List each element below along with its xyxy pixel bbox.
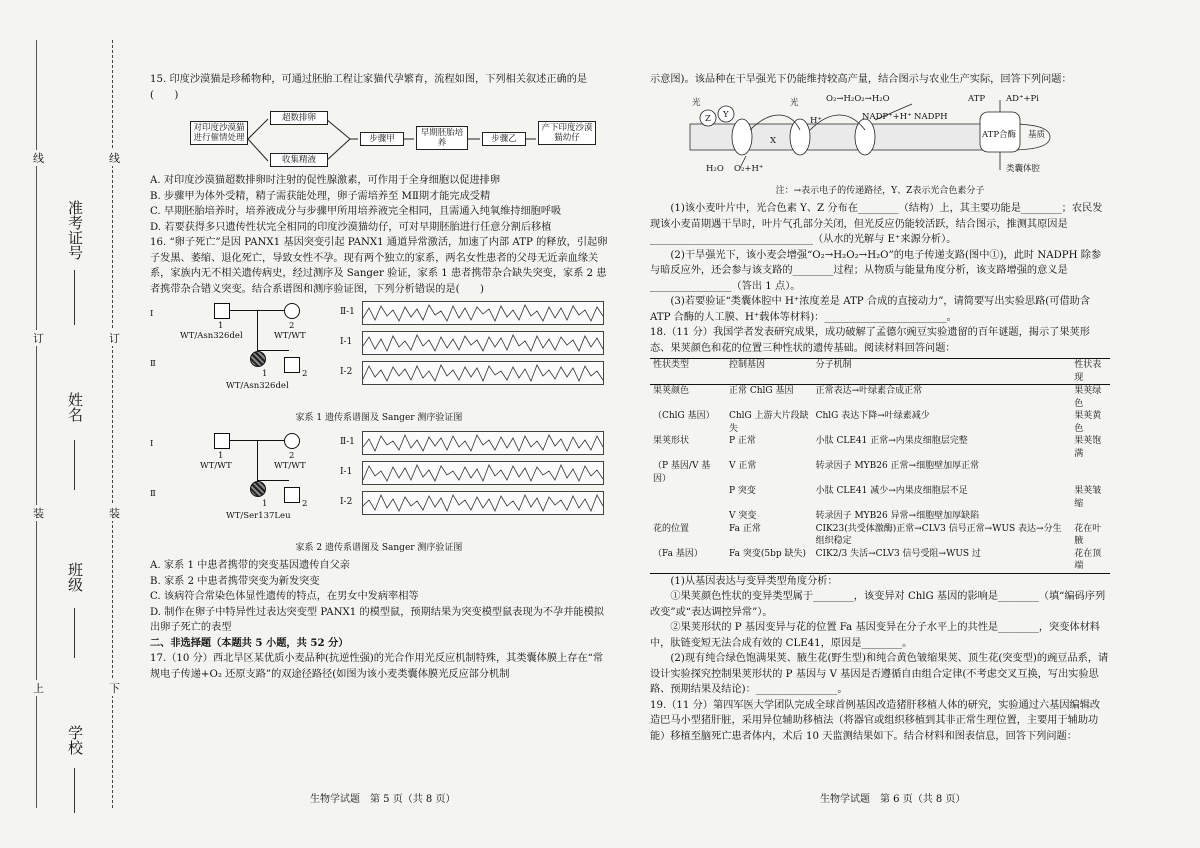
hplus-label: H⁺ [810, 115, 822, 126]
light-label-1: 光 [692, 97, 701, 108]
ped2-i2-genotype: WT/WT [274, 460, 306, 471]
table-cell: Fa 突变(5bp 缺失) [729, 548, 806, 559]
zhunkaozheng-label: 准考证号 [66, 200, 84, 260]
ped2-caption: 家系 2 遗传系谱图及 Sanger 测序验证图 [295, 542, 463, 553]
ped2-i1-genotype: WT/WT [200, 460, 232, 471]
banji-blank[interactable] [74, 608, 75, 658]
q18-stem: 18.（11 分）我国学者发表研究成果，成功破解了孟德尔豌豆实验遗留的百年谜题，揭示了果荚形态、果荚颜色和花的位置三种性状的遗传基础。阅读材料回答问题： [650, 327, 1090, 354]
pigment-y: Y [723, 109, 729, 120]
q15-option-d: D. 若要获得多只遗传性状完全相同的印度沙漠猫幼仔，可对早期胚胎进行任意分割后移植 [150, 221, 552, 233]
margin-shang: 上 [33, 682, 44, 695]
page-5-footer: 生物学试题 第 5 页（共 8 页） [310, 794, 456, 805]
ped1-sibship-line [257, 350, 289, 351]
table-header-row [650, 359, 1110, 385]
ped1-seq-label-1: Ⅱ-1 [340, 307, 355, 317]
ped2-ii1-num: 1 [262, 498, 268, 509]
ped1-caption: 家系 1 遗传系谱图及 Sanger 测序验证图 [295, 413, 463, 423]
ped2-ii2-num: 2 [302, 498, 308, 509]
table-cell: 果荚颜色 [653, 386, 690, 396]
h2o-label: H₂O [706, 163, 724, 174]
q18-part-1a: ①果荚颜色性状的变异类型属于________，该变异对 ChlG 基因的影响是________（填“编码序列改变”或“表达调控异常”）。 [650, 591, 1106, 618]
table-header: 控制基因 [729, 360, 766, 370]
ped1-ii1-affected-female [250, 351, 266, 367]
ped1-gen1: Ⅰ [150, 309, 154, 319]
section-2-heading: 二、非选择题（本题共 5 小题，共 52 分） [150, 636, 349, 649]
q17-stem: 17.（10 分）西北旱区某优质小麦品种(抗逆性强)的光合作用光反应机制特殊，其类囊体膜上存在“常规电子传递+O₂ 还原支路”的双途径路径(如图为该小麦类囊体膜光反应部分机制 [150, 653, 604, 680]
diagram-note: 注：→表示电子的传递路径，Y、Z表示光合色素分子 [775, 185, 985, 196]
margin-ding-left: 订 [33, 332, 44, 345]
table-cell: （P 基因/V 基因） [653, 461, 711, 484]
pigment-x: X [770, 135, 777, 146]
adp-label: AD⁺+Pi [1006, 93, 1039, 104]
table-row [650, 510, 1110, 523]
thylakoid-diagram [650, 90, 1110, 182]
table-row [650, 460, 1110, 485]
table-row [650, 385, 1110, 411]
flow-box-kittens: 产下印度沙漠猫幼仔 [538, 121, 596, 145]
flow-box-semen: 收集精液 [270, 153, 328, 167]
q15-flowchart [190, 109, 608, 169]
ped1-sanger-trace-3 [362, 361, 604, 385]
atp-label: ATP [968, 93, 986, 104]
ped1-i2-female [284, 303, 300, 319]
table-cell: 果荚皱缩 [1074, 486, 1102, 509]
ped2-ii1-affected-female [250, 481, 266, 497]
margin-xia: 下 [109, 682, 120, 695]
table-cell [650, 510, 726, 523]
table-cell: 果荚黄色 [1074, 411, 1102, 434]
ped2-seq-label-3: Ⅰ-2 [340, 496, 353, 507]
ped2-sanger-trace-2 [362, 461, 604, 485]
xingming-blank[interactable] [74, 440, 75, 490]
ped2-ii1-genotype: WT/Ser137Leu [226, 510, 291, 521]
ped1-sanger-trace-1 [362, 301, 604, 325]
light-label-2: 光 [790, 97, 799, 108]
q16-option-a: A. 家系 1 中患者携带的突变基因遗传自父亲 [150, 560, 350, 571]
pedigree-family-2 [150, 429, 608, 539]
table-cell: 小肽 CLE41 正常→内果皮细胞层完整 [815, 436, 968, 446]
table-cell: CIK2/3 失活→CLV3 信号受阻→WUS 过 [815, 548, 981, 559]
table-cell: ChlG 表达下降→叶绿素减少 [815, 411, 930, 421]
q16-option-c: C. 该病符合常染色体显性遗传的特点，在男女中发病率相等 [150, 591, 419, 602]
q17-part-3: (3)若要验证“类囊体腔中 H⁺浓度差是 ATP 合成的直接动力”，请简要写出实验思路(可借助含 ATP 合酶的人工膜、H⁺载体等材料)：________________________。 [650, 296, 1091, 323]
table-row [650, 548, 1110, 574]
banji-label: 班级 [66, 562, 84, 592]
table-cell: 果荚饱满 [1074, 436, 1102, 459]
ped1-seq-label-3: Ⅰ-2 [340, 367, 353, 377]
table-cell: 花的位置 [653, 523, 690, 534]
nadp-label: NADP⁺+H⁺ [862, 111, 912, 122]
table-row [650, 435, 1110, 460]
ped2-i1-num: 1 [218, 450, 224, 461]
table-cell: 果荚形状 [653, 436, 690, 446]
table-cell: 花在叶腋 [1074, 523, 1102, 546]
nadph-label: NADPH [914, 111, 948, 122]
q17-continued: 示意图)。该品种在干旱强光下仍能维持较高产量，结合图示与农业生产实际，回答下列问题： [650, 74, 1072, 85]
margin-ding-right: 订 [109, 332, 120, 345]
margin-xian-right: 线 [109, 152, 120, 165]
table-cell: V 突变 [729, 511, 757, 521]
table-cell [1071, 510, 1110, 523]
table-cell: 正常表达→叶绿素合成正常 [815, 386, 923, 396]
xingming-label: 姓名 [66, 392, 84, 422]
xuexiao-label: 学校 [66, 725, 84, 755]
table-cell: 转录因子 MYB26 异常→细胞壁加厚缺陷 [815, 511, 980, 521]
pedigree-family-1 [150, 299, 608, 409]
q15-option-c: C. 早期胚胎培养时，培养液成分与步骤甲所用培养液完全相同，且需通入纯氧维持细胞呼吸 [150, 206, 562, 217]
lumen-label: 类囊体腔 [1006, 163, 1041, 174]
o2-branch-label: O₂→H₂O₂→H₂O [826, 93, 890, 104]
table-cell: 花在顶端 [1074, 548, 1102, 571]
ped1-gen2: Ⅱ [150, 359, 156, 369]
table-header: 性状表现 [1074, 360, 1102, 383]
ped1-i1-num: 1 [218, 321, 224, 331]
margin-zhuang-left: 装 [33, 507, 44, 520]
page-5 [150, 72, 608, 682]
pigment-z: Z [705, 113, 711, 124]
flow-box-catshot: 对印度沙漠猫进行催情处理 [190, 121, 248, 145]
table-cell: （ChlG 基因） [653, 411, 715, 421]
flow-box-superovulation: 超数排卵 [270, 111, 328, 125]
table-cell: 正常 ChlG 基因 [729, 386, 794, 396]
q18-part-2: (2)现有纯合绿色饱满果荚、腋生花(野生型)和纯合黄色皱缩果荚、顶生花(突变型)的豌豆品系，请设计实验探究控制果荚形状的 P 基因与 V 基因是否遵循自由组合定律(不考虑交叉互换，写出实验思路、预期结果及结论)：________________。 [650, 653, 1109, 695]
table-row [650, 410, 1110, 435]
margin-xian-left: 线 [33, 152, 44, 165]
table-cell: Fa 正常 [729, 523, 761, 534]
atpase-label: ATP合酶 [982, 129, 1017, 140]
table-cell: V 正常 [729, 461, 757, 471]
q18-table [650, 358, 1110, 574]
q16-stem: 16. “卵子死亡”是因 PANX1 基因突变引起 PANX1 通道异常激活，加速了内部 ATP 的释放，引起卵子发黑、萎缩、退化死亡，导致女性不孕。现有两个独立的家系，两名女性患者的父母无近亲血缘关系，家族内无不相关遗传病史，经过测序及 Sanger 验证，家系 1 患者携带杂合缺失突变，家系 2 患者携带杂合错义突变。结合系谱图和测序验证图，下列分析错误的是( ) [150, 237, 608, 295]
table-cell: 转录因子 MYB26 正常→细胞壁加厚正常 [815, 461, 980, 471]
q15-option-b: B. 步骤甲为体外受精，精子需获能处理，卵子需培养至 MⅡ期才能完成受精 [150, 190, 491, 202]
flow-box-step-jia: 步骤甲 [360, 132, 404, 146]
binding-margin [0, 0, 140, 848]
table-cell: （Fa 基因） [653, 548, 703, 559]
zhunkaozheng-blank[interactable] [74, 270, 75, 325]
xuexiao-blank[interactable] [74, 768, 75, 813]
q15-option-a: A. 对印度沙漠猫超数排卵时注射的促性腺激素，可作用于全身细胞以促进排卵 [150, 175, 501, 186]
table-row [650, 485, 1110, 510]
table-cell: ChlG 上游大片段缺失 [729, 411, 809, 434]
ped1-i1-genotype: WT/Asn326del [180, 331, 243, 341]
ped2-i2-female [284, 433, 300, 449]
table-cell [650, 485, 726, 510]
table-cell: 小肽 CLE41 减少→内果皮细胞层不足 [815, 486, 968, 496]
ped1-i1-male [214, 303, 230, 319]
table-row [650, 523, 1110, 548]
table-header: 性状类型 [653, 360, 690, 370]
ped1-seq-label-2: Ⅰ-1 [340, 337, 353, 347]
ped1-ii1-num: 1 [262, 369, 268, 379]
table-cell: P 正常 [729, 436, 756, 446]
ped2-gen1: Ⅰ [150, 438, 154, 449]
ped2-i1-male [214, 433, 230, 449]
ped1-descent-line [257, 310, 258, 350]
q16-option-b: B. 家系 2 中患者携带突变为新发突变 [150, 575, 320, 587]
ped2-sanger-trace-1 [362, 431, 604, 455]
ped2-seq-label-2: Ⅰ-1 [340, 466, 353, 477]
o2-hplus-label: O₂+H⁺ [734, 163, 764, 174]
ped1-i2-genotype: WT/WT [274, 331, 306, 341]
table-cell [1071, 460, 1110, 485]
ped2-seq-label-1: Ⅱ-1 [340, 436, 355, 447]
q18-part-1: (1)从基因表达与变异类型角度分析： [670, 575, 838, 587]
ped2-ii2-male [284, 487, 300, 503]
ped2-sibship-line [257, 480, 289, 481]
ped1-sanger-trace-2 [362, 331, 604, 355]
table-cell: P 突变 [729, 486, 756, 496]
table-header: 分子机制 [815, 360, 852, 370]
table-cell: 果荚绿色 [1074, 386, 1102, 409]
flow-box-step-yi: 步骤乙 [482, 132, 526, 146]
margin-zhuang-right: 装 [109, 507, 120, 520]
q17-part-1: (1)该小麦叶片中，光合色素 Y、Z 分布在________（结构）上，其主要功能是________；农民发现该小麦苗期遇干旱时，叶片气孔部分关闭，但光反应仍能较活跃，结合图示，推测其原因是________________________________（从水的光解与 E⁺来源分析）。 [650, 203, 1103, 245]
ped2-i2-num: 2 [289, 450, 295, 461]
ped2-sanger-trace-3 [362, 491, 604, 515]
table-cell: CIK23(共受体激酶)正常→CLV3 信号正常→WUS 表达→分生组织稳定 [815, 523, 1062, 546]
q18-part-1b: ②果荚形状的 P 基因变异与花的位置 Fa 基因变异在分子水平上的共性是________，突变体材料中，肽链变短无法合成有效的 CLE41，原因是________。 [650, 622, 1100, 649]
ped1-i2-num: 2 [289, 321, 295, 331]
ped1-ii1-genotype: WT/Asn326del [226, 381, 289, 391]
q16-option-d: D. 制作在卵子中特异性过表达突变型 PANX1 的模型鼠，预期结果为突变模型鼠表现为不孕并能模拟出卵子死亡的表型 [150, 606, 604, 633]
q19-stem: 19.（11 分）第四军医大学团队完成全球首例基因改造猪肝移植人体的研究，实验通过六基因编辑改造巴马小型猪肝脏，采用异位辅助移植法（将器官或组织移植到其非正常生理位置，主要用于辅助功能）移植至脑死亡患者体内，术后 10 天监测结果如下。结合材料和图表信息，回答下列问题： [650, 699, 1101, 742]
page-6 [650, 72, 1110, 744]
page-6-footer: 生物学试题 第 6 页（共 8 页） [820, 794, 966, 805]
ped2-gen2: Ⅱ [150, 488, 156, 499]
flow-box-embryo-culture: 早期胚胎培养 [416, 126, 468, 150]
q17-part-2: (2)干旱强光下，该小麦会增强“O₂→H₂O₂→H₂O”的电子传递支路(图中①)，此时 NADPH 除参与暗反应外，还会参与该支路的________过程；从物质与能量角度分析，该支路增强的意义是________________（答出 1 点）。 [650, 249, 1102, 292]
ped1-ii2-male [284, 357, 300, 373]
ped1-ii2-num: 2 [302, 369, 308, 379]
ped2-descent-line [257, 440, 258, 480]
q15-stem: 15. 印度沙漠猫是珍稀物种，可通过胚胎工程让家猫代孕繁育，流程如图，下列相关叙述正确的是( ) [150, 74, 588, 101]
stroma-label: 基质 [1028, 129, 1046, 140]
